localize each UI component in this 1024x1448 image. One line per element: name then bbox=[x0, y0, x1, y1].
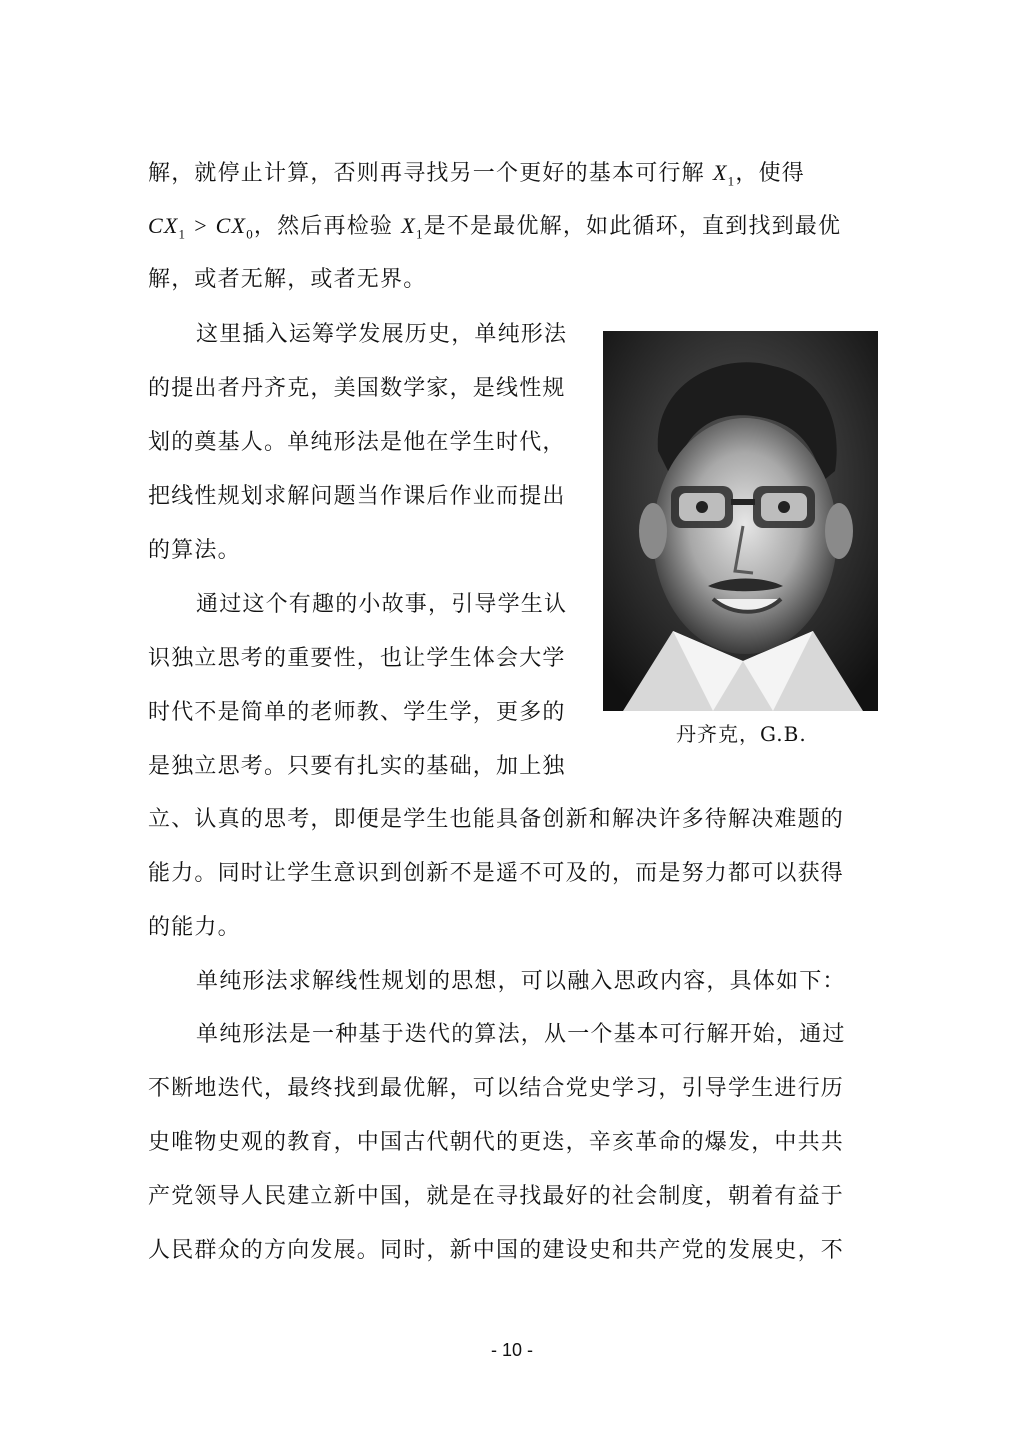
text-line: 划的奠基人。单纯形法是他在学生时代， bbox=[148, 430, 566, 455]
text-line bbox=[148, 158, 805, 196]
paragraph-first-line: 这里插入运筹学发展历史，单纯形法 bbox=[196, 322, 568, 347]
text-line: 是独立思考。只要有扎实的基础，加上独 bbox=[148, 754, 566, 779]
text-line: 识独立思考的重要性，也让学生体会大学 bbox=[148, 646, 566, 671]
text-run: 解，就停止计算，否则再寻找另一个更好的基本可行解 bbox=[148, 161, 713, 186]
page-number: - 10 - bbox=[490, 1340, 533, 1360]
paragraph-first-line: 通过这个有趣的小故事，引导学生认 bbox=[196, 592, 568, 617]
text-line: 立、认真的思考，即便是学生也能具备创新和解决许多待解决难题的 bbox=[148, 807, 845, 832]
math-expression: $CX_1 > CX_0$ bbox=[148, 213, 254, 242]
text-run: ，使得 bbox=[735, 161, 805, 186]
text-line: 解，或者无解，或者无界。 bbox=[148, 267, 427, 292]
text-line: 人民群众的方向发展。同时，新中国的建设史和共产党的发展史，不 bbox=[148, 1238, 845, 1263]
text-line: 时代不是简单的老师教、学生学，更多的 bbox=[148, 700, 566, 725]
text-line: 的能力。 bbox=[148, 915, 241, 940]
portrait-illustration bbox=[603, 331, 878, 711]
paragraph-first-line: 单纯形法求解线性规划的思想，可以融入思政内容，具体如下： bbox=[196, 969, 846, 994]
text-line: 能力。同时让学生意识到创新不是遥不可及的，而是努力都可以获得 bbox=[148, 861, 845, 886]
text-line: 的算法。 bbox=[148, 538, 241, 563]
text-line: 不断地迭代，最终找到最优解，可以结合党史学习，引导学生进行历 bbox=[148, 1076, 845, 1101]
text-run: 是不是最优解，如此循环，直到找到最优 bbox=[423, 214, 842, 239]
text-line: 把线性规划求解问题当作课后作业而提出 bbox=[148, 484, 566, 509]
text-line: 的提出者丹齐克，美国数学家，是线性规 bbox=[148, 376, 566, 401]
paragraph-first-line: 单纯形法是一种基于迭代的算法，从一个基本可行解开始，通过 bbox=[196, 1022, 846, 1047]
text-line: 产党领导人民建立新中国，就是在寻找最好的社会制度，朝着有益于 bbox=[148, 1184, 845, 1209]
text-run: ，然后再检验 bbox=[253, 214, 402, 239]
math-variable: $X_1$ bbox=[401, 213, 424, 242]
math-variable: $X_1$ bbox=[713, 160, 736, 189]
text-line bbox=[148, 211, 841, 249]
text-line: 史唯物史观的教育，中国古代朝代的更迭，辛亥革命的爆发，中共共 bbox=[148, 1130, 845, 1155]
figure-caption: 丹齐克，G.B. bbox=[676, 722, 807, 746]
portrait-photo bbox=[603, 331, 878, 711]
